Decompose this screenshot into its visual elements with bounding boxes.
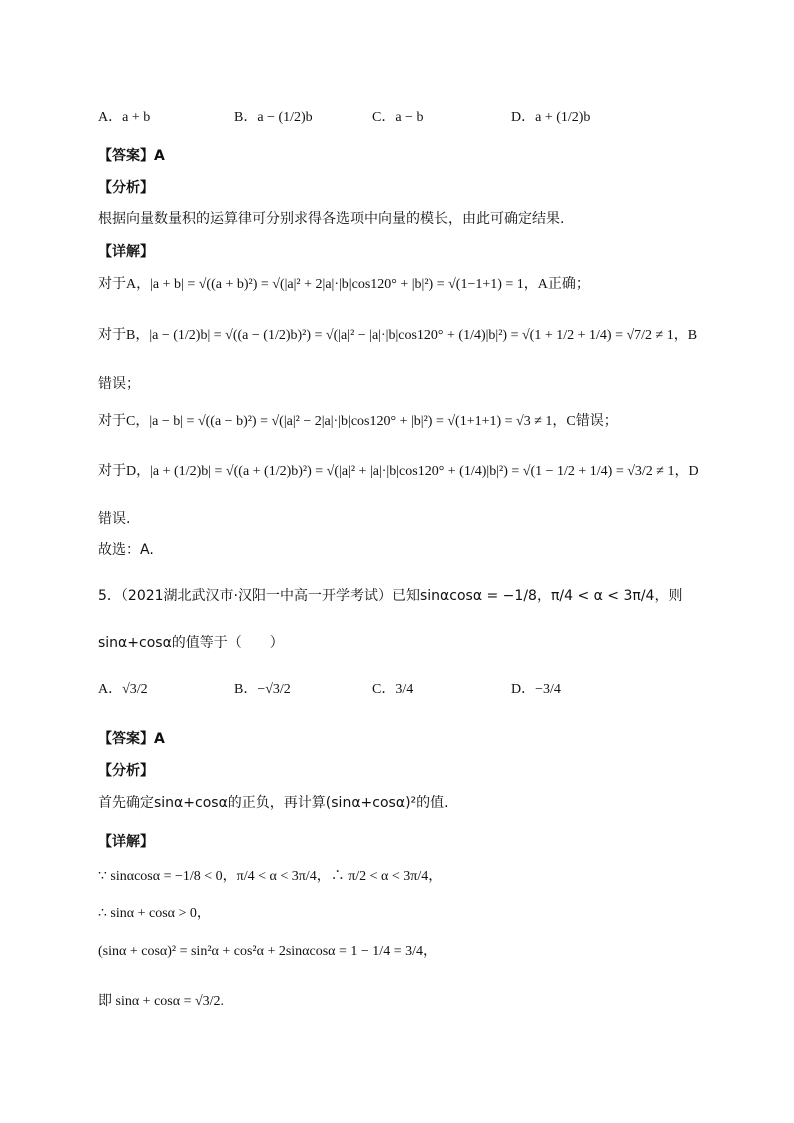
q5-stem-line2: sinα+cosα的值等于（ ） — [98, 635, 284, 651]
q5-step4: 即 sinα + cosα = √3/2. — [98, 994, 225, 1009]
q5-detail-label: 【详解】 — [98, 834, 154, 850]
q5-option-d: D．−3/4 — [511, 682, 561, 697]
q5-stem-line1: 5．（2021湖北武汉市·汉阳一中高一开学考试）已知sinαcosα = −1/8，π/4 < α < 3π/4，则 — [98, 588, 683, 604]
q5-answer-label: 【答案】A — [98, 731, 165, 747]
q4-analysis-label: 【分析】 — [98, 180, 154, 196]
q5-analysis-text: 首先确定sinα+cosα的正负，再计算(sinα+cosα)²的值. — [98, 795, 449, 811]
q4-option-d: D．a + (1/2)b — [511, 110, 591, 125]
q4-analysis-text: 根据向量数量积的运算律可分别求得各选项中向量的模长，由此可确定结果. — [98, 211, 565, 227]
q4-choice: 故选：A. — [98, 542, 154, 558]
q4-detail-d: 对于D，|a + (1/2)b| = √((a + (1/2)b)²) = √(|a|² + |a|·|b|cos120° + (1/4)|b|²) = √(1 − 1/2 + 1/4) = √3/2 ≠ 1，D — [98, 464, 699, 479]
q4-option-b: B．a − (1/2)b — [234, 110, 313, 125]
q4-option-a: A．a + b — [98, 110, 151, 125]
q4-answer-label: 【答案】A — [98, 148, 165, 164]
q5-option-b: B．−√3/2 — [234, 682, 291, 697]
q5-step3: (sinα + cosα)² = sin²α + cos²α + 2sinαcosα = 1 − 1/4 = 3/4， — [98, 944, 437, 959]
q4-detail-label: 【详解】 — [98, 244, 154, 260]
q5-step2: ∴ sinα + cosα > 0， — [98, 906, 211, 921]
q5-option-a: A．√3/2 — [98, 682, 148, 697]
q4-detail-b: 对于B，|a − (1/2)b| = √((a − (1/2)b)²) = √(|a|² − |a|·|b|cos120° + (1/4)|b|²) = √(1 + 1/2 + 1/4) = √7/2 ≠ 1，B — [98, 328, 698, 343]
q5-option-c: C．3/4 — [372, 682, 414, 697]
q5-step1: ∵ sinαcosα = −1/8 < 0，π/4 < α < 3π/4，∴ π/2 < α < 3π/4， — [98, 869, 443, 884]
q4-detail-a: 对于A，|a + b| = √((a + b)²) = √(|a|² + 2|a|·|b|cos120° + |b|²) = √(1−1+1) = 1，A正确； — [98, 277, 590, 292]
q4-detail-b-cont: 错误； — [98, 376, 140, 392]
q4-detail-d-cont: 错误. — [98, 511, 131, 527]
q5-analysis-label: 【分析】 — [98, 763, 154, 779]
q4-option-c: C．a − b — [372, 110, 424, 125]
q4-detail-c: 对于C，|a − b| = √((a − b)²) = √(|a|² − 2|a|·|b|cos120° + |b|²) = √(1+1+1) = √3 ≠ 1，C错误； — [98, 414, 618, 429]
